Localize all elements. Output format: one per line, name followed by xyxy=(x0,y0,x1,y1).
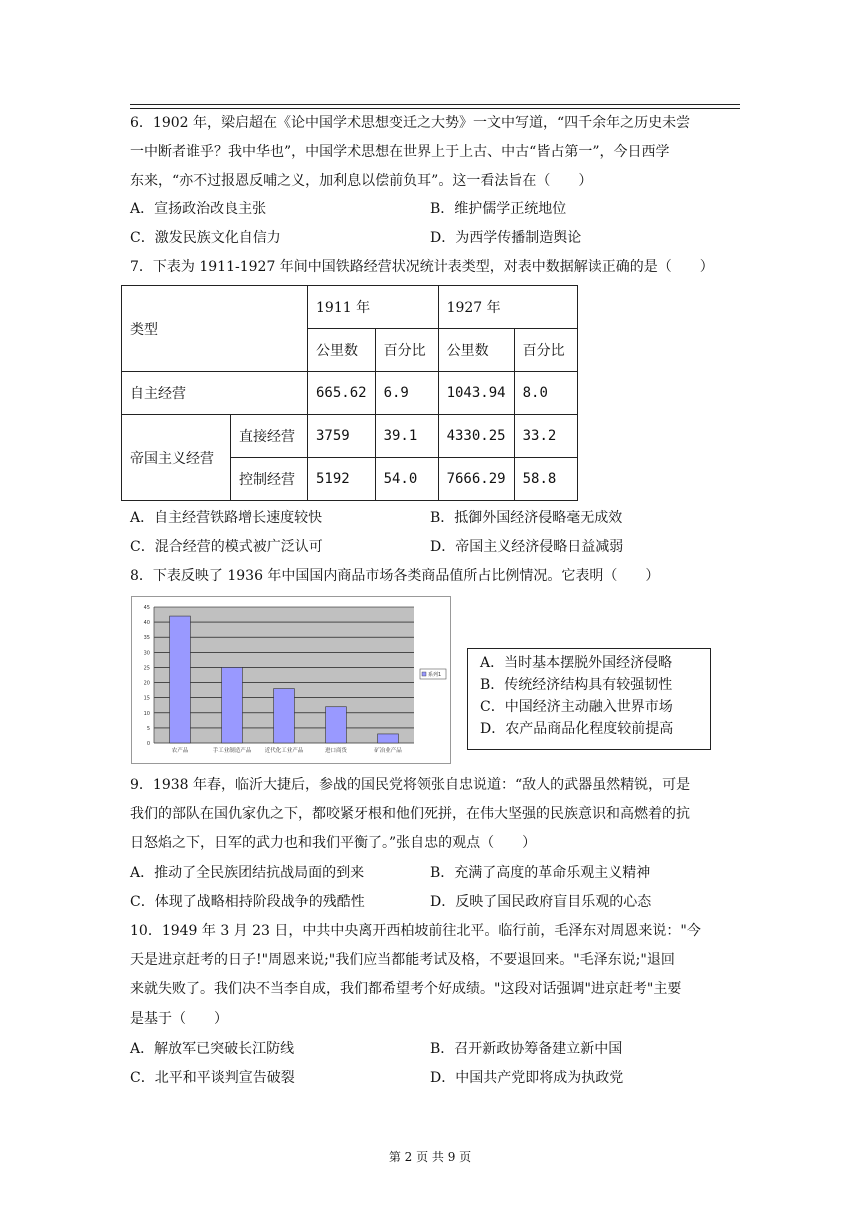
table-header-km-1911: 公里数 xyxy=(308,329,376,372)
cell-km-1927: 1043.94 xyxy=(438,372,514,415)
bar xyxy=(222,667,243,743)
cell-km-1911: 665.62 xyxy=(308,372,376,415)
row-sublabel-direct: 直接经营 xyxy=(231,415,308,458)
row-label-self: 自主经营 xyxy=(122,372,308,415)
q7-stem: 7．下表为 1911-1927 年间中国铁路经营状况统计表类型，对表中数据解读正确的是（ ） xyxy=(130,259,714,275)
q8-option-b[interactable]: B．传统经济结构具有较强韧性 xyxy=(480,677,673,693)
q7-option-d[interactable]: D．帝国主义经济侵略日益减弱 xyxy=(430,539,624,555)
cell-pct-1927: 58.8 xyxy=(514,458,577,501)
cell-km-1927: 7666.29 xyxy=(438,458,514,501)
y-tick-label: 0 xyxy=(146,741,150,747)
bar xyxy=(274,689,295,743)
table-row xyxy=(122,372,578,415)
cell-pct-1911: 54.0 xyxy=(375,458,438,501)
q6-option-d[interactable]: D．为西学传播制造舆论 xyxy=(430,230,582,246)
row-label-imperialist: 帝国主义经营 xyxy=(122,415,231,501)
railway-table xyxy=(121,285,578,501)
q10-stem-line-1: 10．1949 年 3 月 23 日，中共中央离开西柏坡前往北平。临行前，毛泽东对周恩来说："今 xyxy=(130,923,701,939)
q8-options-box xyxy=(467,648,711,750)
table-header-1927: 1927 年 xyxy=(438,286,577,329)
q6-option-c[interactable]: C．激发民族文化自信力 xyxy=(130,230,281,246)
y-tick-label: 10 xyxy=(143,710,150,717)
table-header-pct-1927: 百分比 xyxy=(514,329,577,372)
q10-option-c[interactable]: C．北平和平谈判宣告破裂 xyxy=(130,1070,295,1086)
cell-km-1911: 3759 xyxy=(308,415,376,458)
q7-option-b[interactable]: B．抵御外国经济侵略毫无成效 xyxy=(430,510,623,526)
table-header-1911: 1911 年 xyxy=(308,286,439,329)
q9-option-a[interactable]: A．推动了全民族团结抗战局面的到来 xyxy=(130,865,365,881)
y-tick-label: 35 xyxy=(143,635,150,642)
q10-option-b[interactable]: B．召开新政协筹备建立新中国 xyxy=(430,1041,623,1057)
q9-option-c[interactable]: C．体现了战略相持阶段战争的残酷性 xyxy=(130,894,365,910)
q7-option-c[interactable]: C．混合经营的模式被广泛认可 xyxy=(130,539,323,555)
bar xyxy=(378,734,399,743)
x-tick-label: 近代化工业产品 xyxy=(264,748,304,754)
header-rule-bottom xyxy=(130,108,740,109)
q9-stem-line-1: 9．1938 年春，临沂大捷后，参战的国民党将领张自忠说道：“敌人的武器虽然精锐，可是 xyxy=(130,777,691,793)
commodity-bar-chart xyxy=(132,597,450,763)
page-footer: 第 2 页 共 9 页 xyxy=(388,1150,472,1164)
y-tick-label: 5 xyxy=(146,725,150,732)
q6-option-a[interactable]: A．宣扬政治改良主张 xyxy=(130,201,267,217)
commodity-chart xyxy=(131,596,451,764)
q8-stem: 8．下表反映了 1936 年中国国内商品市场各类商品值所占比例情况。它表明（ ） xyxy=(130,568,660,584)
q7-option-a[interactable]: A．自主经营铁路增长速度较快 xyxy=(130,510,323,526)
q9-option-b[interactable]: B．充满了高度的革命乐观主义精神 xyxy=(430,865,651,881)
q6-stem-line-3: 东来，“亦不过报恩反哺之义，加利息以偿前负耳”。这一看法旨在（ ） xyxy=(130,173,593,189)
q8-option-c[interactable]: C．中国经济主动融入世界市场 xyxy=(480,699,673,715)
q10-stem-line-3: 来就失败了。我们决不当李自成，我们都希望考个好成绩。"这段对话强调"进京赶考"主要 xyxy=(130,981,682,997)
q9-stem-line-3: 日怒焰之下，日军的武力也和我们平衡了。”张自忠的观点（ ） xyxy=(130,835,537,851)
table-row xyxy=(122,415,578,458)
x-tick-label: 矿冶业产品 xyxy=(374,748,402,754)
q6-stem-line-2: 一中断者谁乎？我中华也”，中国学术思想在世界上于上古、中古“皆占第一”，今日西学 xyxy=(130,144,670,160)
cell-pct-1927: 8.0 xyxy=(514,372,577,415)
table-header-km-1927: 公里数 xyxy=(438,329,514,372)
q8-option-a[interactable]: A．当时基本摆脱外国经济侵略 xyxy=(480,655,673,671)
q6-stem-line-1: 6．1902 年，梁启超在《论中国学术思想变迁之大势》一文中写道，“四千余年之历史未尝 xyxy=(130,115,691,131)
x-tick-label: 农产品 xyxy=(171,748,189,754)
legend-swatch xyxy=(422,672,426,676)
cell-km-1911: 5192 xyxy=(308,458,376,501)
q6-option-b[interactable]: B．维护儒学正统地位 xyxy=(430,201,567,217)
cell-pct-1927: 33.2 xyxy=(514,415,577,458)
q9-option-d[interactable]: D．反映了国民政府盲目乐观的心态 xyxy=(430,894,652,910)
header-rule-top xyxy=(130,104,740,105)
q10-option-a[interactable]: A．解放军已突破长江防线 xyxy=(130,1041,295,1057)
y-tick-label: 15 xyxy=(143,695,150,702)
row-sublabel-control: 控制经营 xyxy=(231,458,308,501)
y-tick-label: 45 xyxy=(143,605,150,611)
q10-stem-line-2: 天是进京赶考的日子!"周恩来说;"我们应当都能考试及格，不要退回来。"毛泽东说;"退回 xyxy=(130,952,675,968)
x-tick-label: 手工业制造产品 xyxy=(212,748,252,754)
q9-stem-line-2: 我们的部队在国仇家仇之下，都咬紧牙根和他们死拼，在伟大坚强的民族意识和高燃着的抗 xyxy=(130,806,690,822)
y-tick-label: 25 xyxy=(143,665,150,672)
cell-pct-1911: 39.1 xyxy=(375,415,438,458)
y-tick-label: 20 xyxy=(143,680,150,687)
bar xyxy=(326,707,347,743)
legend-label: 系列1 xyxy=(428,672,442,678)
bar xyxy=(170,616,191,743)
y-tick-label: 40 xyxy=(143,620,150,627)
table-header-type: 类型 xyxy=(122,286,308,372)
q10-option-d[interactable]: D．中国共产党即将成为执政党 xyxy=(430,1070,624,1086)
cell-km-1927: 4330.25 xyxy=(438,415,514,458)
x-tick-label: 进口商货 xyxy=(324,748,348,754)
y-tick-label: 30 xyxy=(143,650,150,657)
q10-stem-line-4: 是基于（ ） xyxy=(130,1011,228,1027)
q8-option-d[interactable]: D．农产品商品化程度较前提高 xyxy=(480,721,674,737)
cell-pct-1911: 6.9 xyxy=(375,372,438,415)
table-header-pct-1911: 百分比 xyxy=(375,329,438,372)
